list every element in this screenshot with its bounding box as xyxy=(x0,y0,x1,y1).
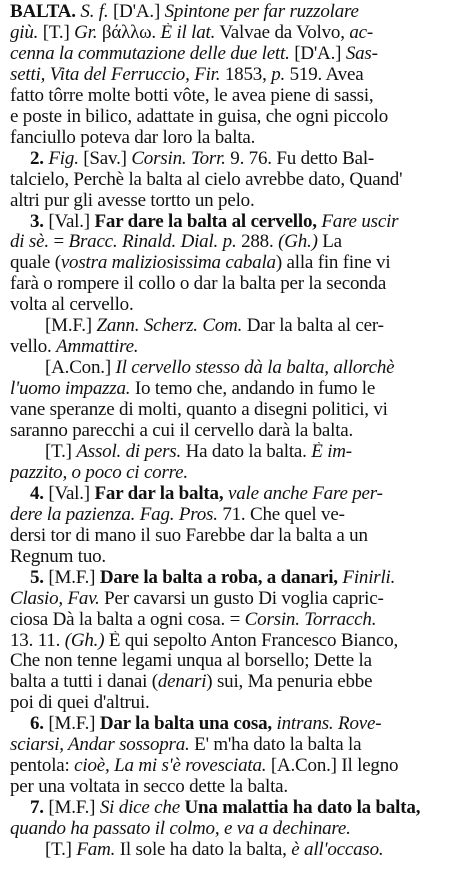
bold-text: Dare la balta a roba, a danari, xyxy=(99,567,338,588)
entry-line xyxy=(10,23,462,44)
roman-text: balta a tutti i danai ( xyxy=(10,672,158,693)
entry-line xyxy=(10,65,462,86)
roman-text: Per cavarsi un gusto Di voglia capric- xyxy=(99,588,384,609)
italic-text: Il cervello stesso dà la balta, allorchè xyxy=(115,358,395,379)
roman-text: [Val.] xyxy=(48,211,95,232)
italic-text: dere la pazienza. Fag. Pros. xyxy=(10,504,218,525)
bold-text: 3. xyxy=(30,211,49,232)
entry-line xyxy=(10,735,462,756)
bold-text: Far dare la balta al cervello, xyxy=(94,211,317,232)
roman-text: 13. 11. xyxy=(10,630,65,651)
roman-text: [T.] xyxy=(45,840,77,860)
italic-text: Assol. di pers. xyxy=(76,441,182,462)
italic-text: è all'occaso. xyxy=(291,840,384,860)
entry-line xyxy=(10,400,462,421)
roman-text: Io temo che, andando in fumo le xyxy=(130,379,376,400)
italic-text: (Gh.) xyxy=(64,630,105,651)
roman-text: poi di quei d'altrui. xyxy=(10,693,150,714)
entry-line xyxy=(30,484,462,505)
roman-text: per una voltata in secco dette la balta. xyxy=(10,777,288,798)
roman-text: [M.F.] xyxy=(45,316,97,337)
bold-text: 7. xyxy=(30,798,49,819)
entry-line xyxy=(10,463,462,484)
italic-text: setti, Vita del Ferruccio, Fir. xyxy=(10,64,221,85)
italic-text: p. xyxy=(271,64,286,85)
italic-text: vostra maliziosissima cabala xyxy=(60,253,276,274)
italic-text: S. f. xyxy=(75,2,109,22)
roman-text: e poste in bilico, adattate in guisa, che ogni piccolo xyxy=(10,106,389,127)
roman-text: [M.F.] xyxy=(48,567,100,588)
italic-text: denari xyxy=(157,672,207,693)
entry-line xyxy=(10,295,462,316)
entry-line xyxy=(10,526,462,547)
roman-text: [M.F.] xyxy=(48,798,100,819)
roman-text: dersi tor di mano il suo Farebbe dar la balta a un xyxy=(10,525,368,546)
roman-text: Ha dato la balta. xyxy=(181,441,312,462)
roman-text: volta al cervello. xyxy=(10,295,134,316)
entry-line xyxy=(10,651,462,672)
italic-text: sciarsi, Andar sossopra. xyxy=(10,735,190,756)
roman-text: ) sui, Ma penuria ebbe xyxy=(206,672,373,693)
italic-text: Spintone per far ruzzolare xyxy=(164,2,359,22)
roman-text: È qui sepolto Anton Francesco Bianco, xyxy=(104,630,399,651)
roman-text: vane speranze di molti, quanto a disegni politici, vi xyxy=(10,400,388,421)
entry-line xyxy=(10,170,462,191)
italic-text: È im- xyxy=(311,441,352,462)
italic-text: Corsin. Torracch. xyxy=(244,609,377,630)
italic-text: È il lat. xyxy=(160,22,216,43)
roman-text: ciosa Dà la balta a ogni cosa. = xyxy=(10,609,245,630)
roman-text: talcielo, Perchè la balta al cielo avrebbe dato, Quand' xyxy=(10,169,403,190)
roman-text: [T.] xyxy=(45,441,77,462)
entry-line xyxy=(30,149,462,170)
entry-line xyxy=(30,212,462,233)
entry-line xyxy=(10,2,462,23)
entry-line xyxy=(10,379,462,400)
bold-text: 4. xyxy=(30,483,49,504)
italic-text: intrans. Rove- xyxy=(271,714,382,735)
italic-text: Finirli. xyxy=(337,567,396,588)
italic-text: Sas- xyxy=(345,43,378,64)
roman-text: 519. Avea xyxy=(285,64,364,85)
roman-text: [T.] xyxy=(38,22,75,43)
entry-line xyxy=(30,568,462,589)
bold-text: BALTA. xyxy=(10,2,76,22)
entry-line xyxy=(10,274,462,295)
italic-text: vale anche Fare per- xyxy=(223,483,383,504)
entry-line xyxy=(10,589,462,610)
roman-text: [A.Con.] Il legno xyxy=(266,756,399,777)
italic-text: ac- xyxy=(349,22,374,43)
roman-text: Regnum tuo. xyxy=(10,546,106,567)
roman-text: fatto tôrre molte botti vôte, le avea piene di sassi, xyxy=(10,85,374,106)
italic-text: Zann. Scherz. Com. xyxy=(96,316,243,337)
entry-line xyxy=(10,693,462,714)
italic-text: (Gh.) xyxy=(278,232,318,253)
entry-line xyxy=(10,672,462,693)
entry-line xyxy=(45,316,462,337)
entry-line xyxy=(10,86,462,107)
italic-text: quando ha passato il colmo, e va a dechinare. xyxy=(10,819,351,840)
roman-text: ) alla fin fine vi xyxy=(275,253,391,274)
bold-text: Far dar la balta, xyxy=(94,483,224,504)
italic-text: pazzito, o poco ci corre. xyxy=(10,462,188,483)
entry-line xyxy=(10,128,462,149)
bold-text: 2. xyxy=(30,148,49,169)
entry-line xyxy=(10,819,462,840)
roman-text: altri pur gli avesse tortto un pelo. xyxy=(10,190,255,211)
roman-text: farà o rompere il collo o dar la balta per la seconda xyxy=(10,274,387,295)
roman-text: 288. xyxy=(236,232,279,253)
italic-text: Fare uscir xyxy=(316,211,399,232)
roman-text: Valvae da Volvo, xyxy=(215,22,350,43)
roman-text: [D'A.] xyxy=(108,2,165,22)
roman-text: pentola: xyxy=(10,756,75,777)
bold-text: 6. xyxy=(30,714,49,735)
entry-line xyxy=(10,421,462,442)
italic-text: l'uomo impazza. xyxy=(10,379,131,400)
roman-text: [A.Con.] xyxy=(45,358,116,379)
italic-text: cioè, La mi s'è rovesciata. xyxy=(74,756,267,777)
roman-text: Dar la balta al cer- xyxy=(242,316,384,337)
roman-text: La xyxy=(317,232,342,253)
entry-line xyxy=(10,631,462,652)
italic-text: cenna la commutazione delle due lett. xyxy=(10,43,290,64)
roman-text: [Val.] xyxy=(48,483,95,504)
roman-text: vello. xyxy=(10,337,57,358)
entry-line xyxy=(10,505,462,526)
entry-line xyxy=(10,756,462,777)
italic-text: di sè. xyxy=(10,232,54,253)
roman-text: [D'A.] xyxy=(289,43,346,64)
roman-text: quale ( xyxy=(10,253,61,274)
italic-text: Bracc. Rinald. Dial. p. xyxy=(68,232,237,253)
entry-line xyxy=(10,253,462,274)
roman-text: [Sav.] xyxy=(78,148,132,169)
entry-line xyxy=(10,191,462,212)
entry-line xyxy=(10,777,462,798)
bold-text: 5. xyxy=(30,567,49,588)
entry-line xyxy=(10,610,462,631)
italic-text: Fig. xyxy=(48,148,79,169)
bold-text: Dar la balta una cosa, xyxy=(99,714,272,735)
italic-text: Corsin. Torr. xyxy=(131,148,226,169)
italic-text: giù. xyxy=(10,22,39,43)
roman-text: = xyxy=(53,232,69,253)
entry-line xyxy=(30,798,462,819)
entry-line xyxy=(10,44,462,65)
italic-text: Gr. xyxy=(74,22,98,43)
entry-line xyxy=(45,442,462,463)
roman-text: E' m'ha dato la balta la xyxy=(189,735,362,756)
entry-line xyxy=(10,107,462,128)
roman-text: Il sole ha dato la balta, xyxy=(115,840,292,860)
italic-text: Clasio, Fav. xyxy=(10,588,100,609)
entry-line xyxy=(30,714,462,735)
entry-line xyxy=(10,232,462,253)
entry-line xyxy=(10,547,462,568)
italic-text: Si dice che xyxy=(99,798,180,819)
roman-text: 71. Che quel ve- xyxy=(217,504,345,525)
roman-text: 9. 76. Fu detto Bal- xyxy=(225,148,375,169)
italic-text: Fam. xyxy=(76,840,116,860)
italic-text: Ammattire. xyxy=(56,337,139,358)
entry-line xyxy=(45,358,462,379)
roman-text: 1853, xyxy=(220,64,272,85)
entry-line xyxy=(10,337,462,358)
roman-text: [M.F.] xyxy=(48,714,100,735)
roman-text: βάλλω. xyxy=(97,22,161,43)
roman-text: fanciullo poteva dar loro la balta. xyxy=(10,127,256,148)
roman-text: Che non tenne legami unqua al borsello; Dette la xyxy=(10,651,372,672)
roman-text: saranno parecchi a cui il cervello darà la balta. xyxy=(10,421,354,441)
bold-text: Una malattia ha dato la balta, xyxy=(179,798,421,819)
entry-line xyxy=(45,840,462,861)
